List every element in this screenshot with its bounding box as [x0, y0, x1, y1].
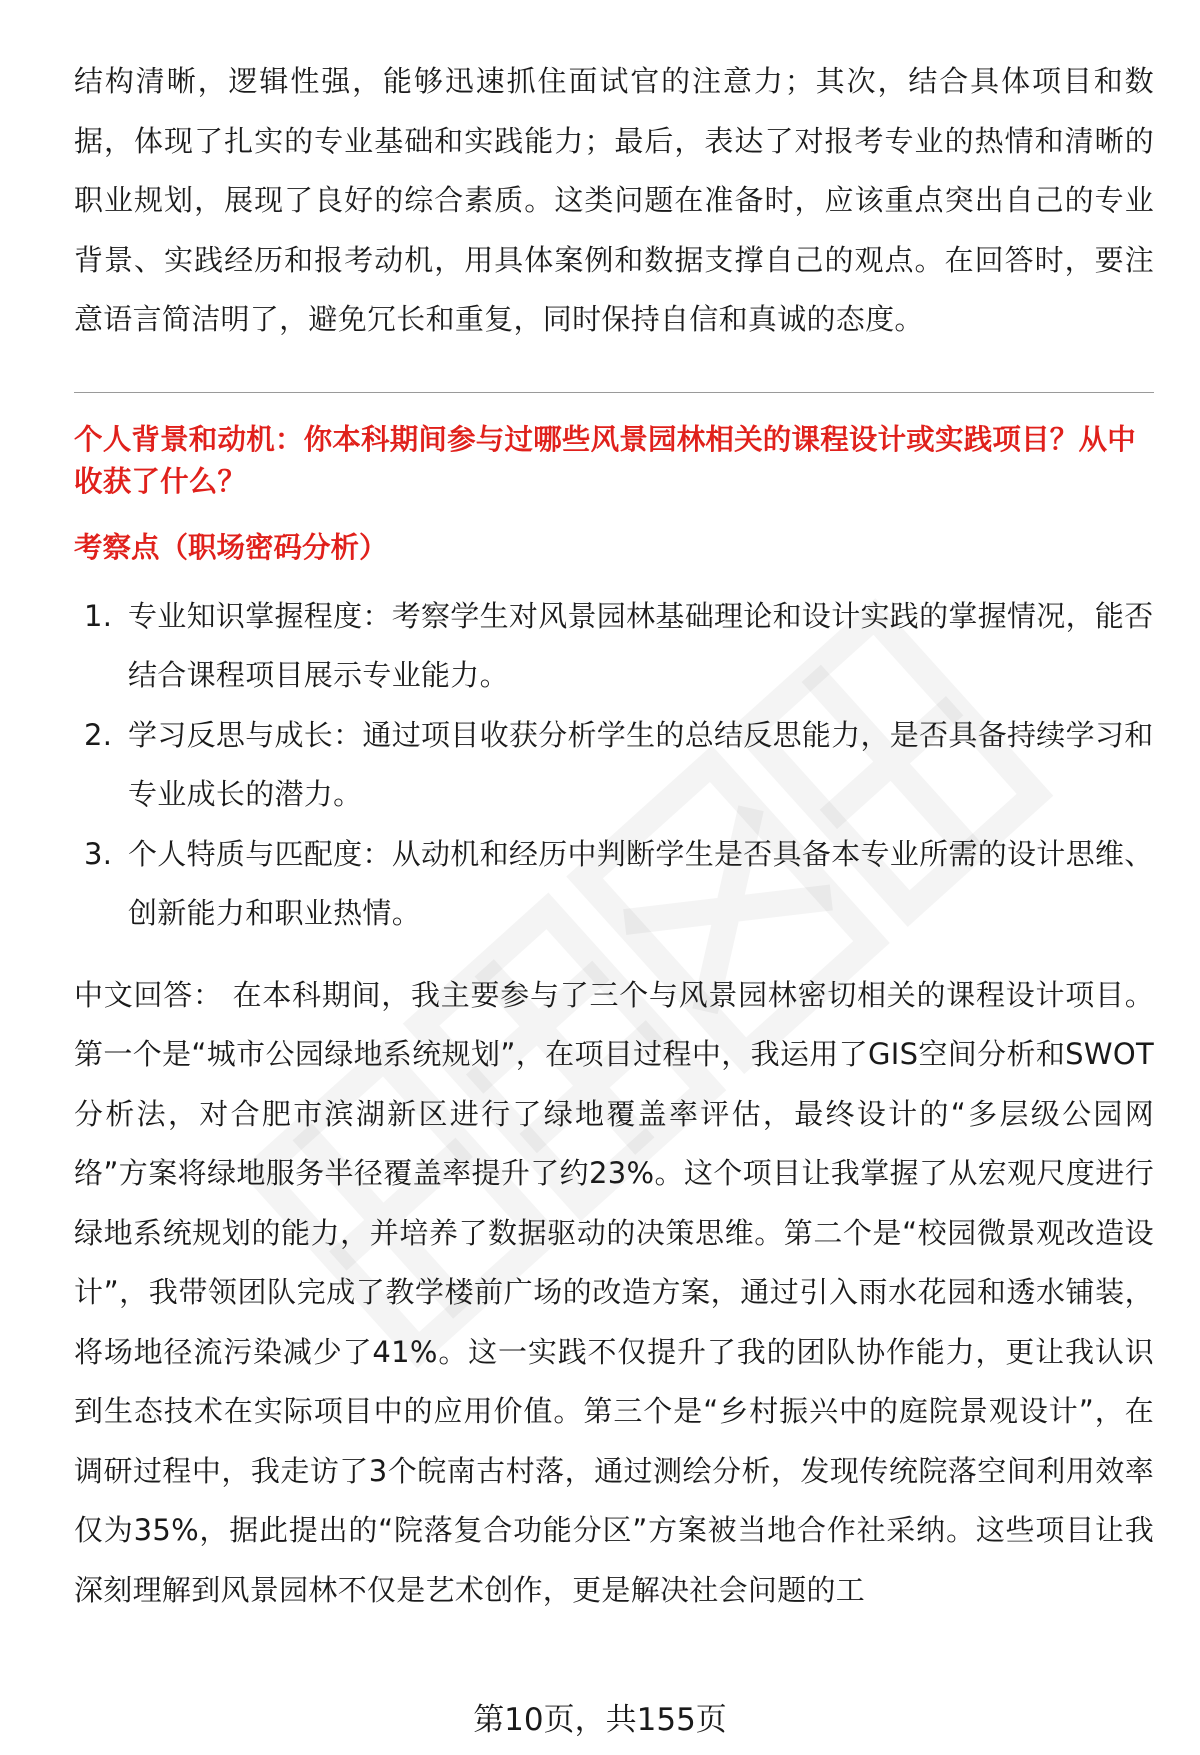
list-number: 3.: [84, 836, 113, 871]
list-number: 2.: [84, 717, 113, 752]
section-label: 考察点（职场密码分析）: [74, 530, 388, 564]
list-item-text: 专业知识掌握程度：考察学生对风景园林基础理论和设计实践的掌握情况，能否结合课程项目展示专业能力。: [128, 598, 1154, 692]
assessment-points-list: [74, 587, 1154, 944]
page-footer: 第10页，共155页: [473, 1702, 727, 1738]
intro-paragraph: 结构清晰，逻辑性强，能够迅速抓住面试官的注意力；其次，结合具体项目和数据，体现了扎实的专业基础和实践能力；最后，表达了对报考专业的热情和清晰的职业规划，展现了良好的综合素质。这类问题在准备时，应该重点突出自己的专业背景、实践经历和报考动机，用具体案例和数据支撑自己的观点。在回答时，要注意语言简洁明了，避免冗长和重复，同时保持自信和真诚的态度。: [74, 64, 1154, 336]
section-divider: [74, 392, 1154, 393]
list-item: [74, 706, 1154, 825]
list-item-text: 个人特质与匹配度：从动机和经历中判断学生是否具备本专业所需的设计思维、创新能力和职业热情。: [128, 836, 1154, 930]
document-page: [74, 52, 1154, 1620]
list-item: [74, 825, 1154, 944]
answer-paragraph: 中文回答： 在本科期间，我主要参与了三个与风景园林密切相关的课程设计项目。第一个是“城市公园绿地系统规划”，在项目过程中，我运用了GIS空间分析和SWOT分析法，对合肥市滨湖新区进行了绿地覆盖率评估，最终设计的“多层级公园网络”方案将绿地服务半径覆盖率提升了约23%。这个项目让我掌握了从宏观尺度进行绿地系统规划的能力，并培养了数据驱动的决策思维。第二个是“校园微景观改造设计”，我带领团队完成了教学楼前广场的改造方案，通过引入雨水花园和透水铺装，将场地径流污染减少了41%。这一实践不仅提升了我的团队协作能力，更让我认识到生态技术在实际项目中的应用价值。第三个是“乡村振兴中的庭院景观设计”，在调研过程中，我走访了3个皖南古村落，通过测绘分析，发现传统院落空间利用效率仅为35%，据此提出的“院落复合功能分区”方案被当地合作社采纳。这些项目让我深刻理解到风景园林不仅是艺术创作，更是解决社会问题的工: [74, 977, 1154, 1607]
list-item-text: 学习反思与成长：通过项目收获分析学生的总结反思能力，是否具备持续学习和专业成长的潜力。: [128, 717, 1154, 811]
list-number: 1.: [84, 598, 113, 633]
list-item: [74, 587, 1154, 706]
question-heading: 个人背景和动机：你本科期间参与过哪些风景园林相关的课程设计或实践项目？从中收获了什么？: [74, 422, 1136, 498]
